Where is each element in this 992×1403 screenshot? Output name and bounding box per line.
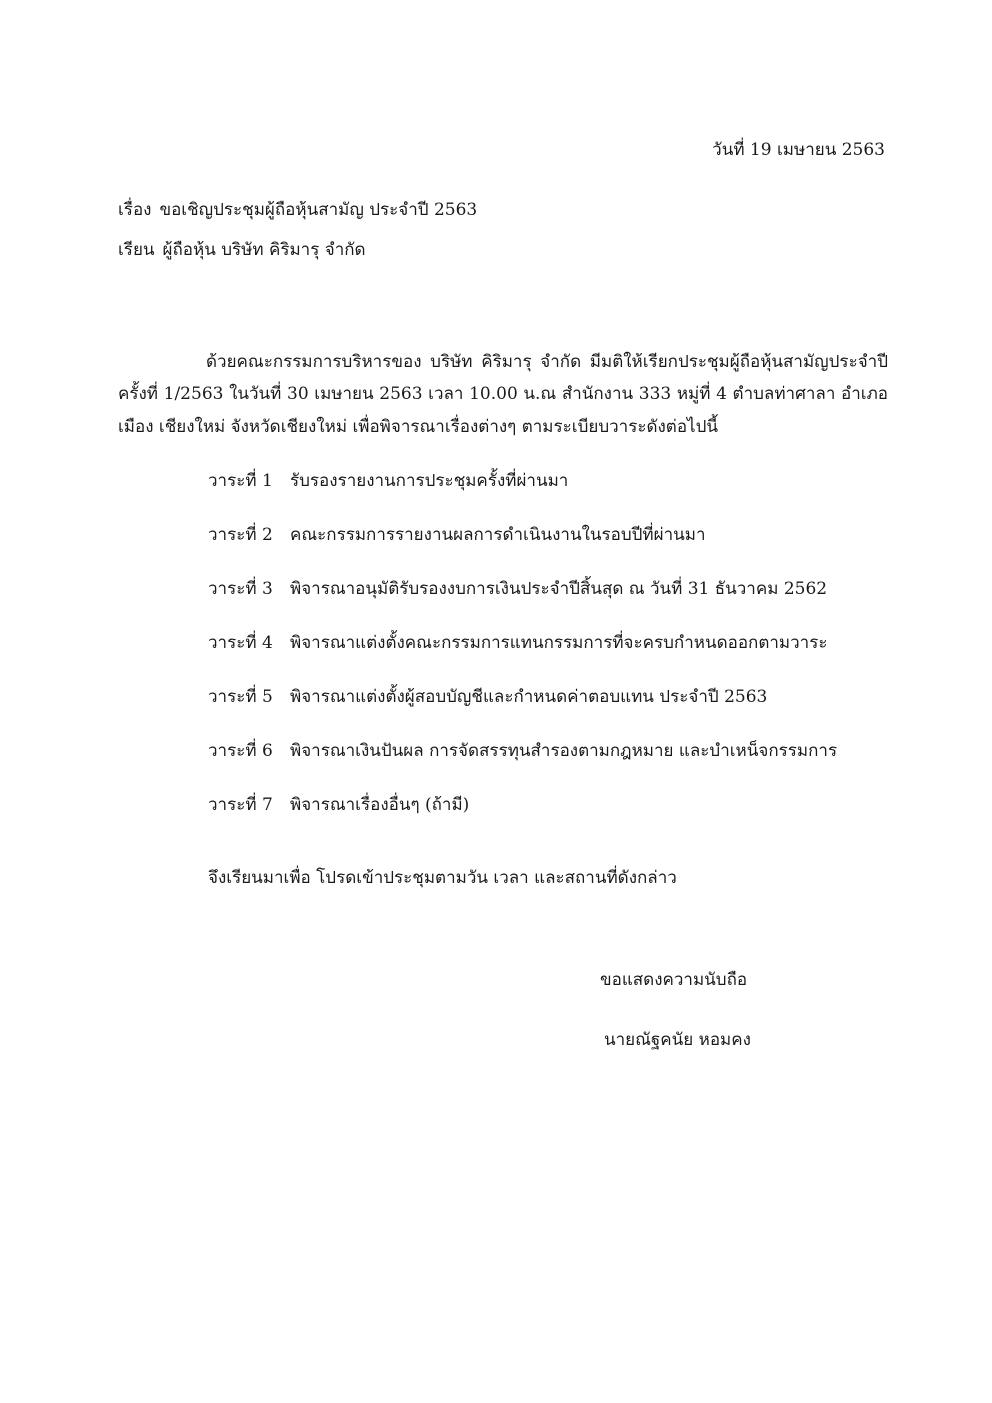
agenda-text: พิจารณาอนุมัติรับรองงบการเงินประจำปีสิ้นสุด ณ วันที่ 31 ธันวาคม 2562	[290, 579, 828, 599]
agenda-text: คณะกรรมการรายงานผลการดำเนินงานในรอบปีที่ผ่านมา	[290, 525, 706, 545]
subject-text: ขอเชิญประชุมผู้ถือหุ้นสามัญ ประจำปี 2563	[159, 200, 478, 220]
letter-salutation	[118, 236, 366, 263]
agenda-list	[208, 470, 837, 848]
agenda-number: วาระที่ 3	[208, 579, 273, 599]
salutation-label: เรียน	[118, 240, 155, 260]
agenda-text: พิจารณาแต่งตั้งผู้สอบบัญชีและกำหนดค่าตอบแทน ประจำปี 2563	[290, 687, 768, 707]
letter-date: วันที่ 19 เมษายน 2563	[712, 140, 885, 160]
agenda-item	[208, 686, 837, 740]
agenda-number: วาระที่ 6	[208, 741, 273, 761]
agenda-item	[208, 470, 837, 524]
agenda-item	[208, 632, 837, 686]
agenda-number: วาระที่ 1	[208, 471, 273, 491]
agenda-number: วาระที่ 4	[208, 633, 273, 653]
letter-closing: จึงเรียนมาเพื่อ โปรดเข้าประชุมตามวัน เวลา และสถานที่ดังกล่าว	[208, 868, 677, 888]
agenda-text: พิจารณาเรื่องอื่นๆ (ถ้ามี)	[290, 795, 470, 815]
agenda-number: วาระที่ 2	[208, 525, 273, 545]
agenda-number: วาระที่ 5	[208, 687, 273, 707]
agenda-number: วาระที่ 7	[208, 795, 273, 815]
salutation-text: ผู้ถือหุ้น บริษัท คิริมารุ จำกัด	[162, 240, 366, 260]
agenda-text: พิจารณาเงินปันผล การจัดสรรทุนสำรองตามกฎหมาย และบำเหน็จกรรมการ	[290, 741, 838, 761]
body-paragraph: ด้วยคณะกรรมการบริหารของ บริษัท คิริมารุ จำกัด มีมติให้เรียกประชุมผู้ถือหุ้นสามัญประจำปี ครั้งที่ 1/2563 ในวันที่ 30 เมษายน 2563 เวลา 10.00 น.ณ สำนักงาน 333 หมู่ที่ 4 ตำบลท่าศาลา อำเภอเมือง เชียงใหม่ จังหวัดเชียงใหม่ เพื่อพิจารณาเรื่องต่างๆ ตามระเบียบวาระดังต่อไปนี้	[118, 352, 888, 437]
agenda-text: พิจารณาแต่งตั้งคณะกรรมการแทนกรรมการที่จะครบกำหนดออกตามวาระ	[290, 633, 828, 653]
agenda-item	[208, 578, 837, 632]
letter-subject	[118, 196, 477, 223]
agenda-text: รับรองรายงานการประชุมครั้งที่ผ่านมา	[290, 471, 569, 491]
agenda-item	[208, 524, 837, 578]
letter-body	[118, 346, 888, 443]
subject-label: เรื่อง	[118, 200, 152, 220]
agenda-item	[208, 794, 837, 848]
letter-regards: ขอแสดงความนับถือ	[600, 970, 748, 990]
letter-signer: นายณัฐคนัย หอมคง	[604, 1030, 751, 1050]
agenda-item	[208, 740, 837, 794]
